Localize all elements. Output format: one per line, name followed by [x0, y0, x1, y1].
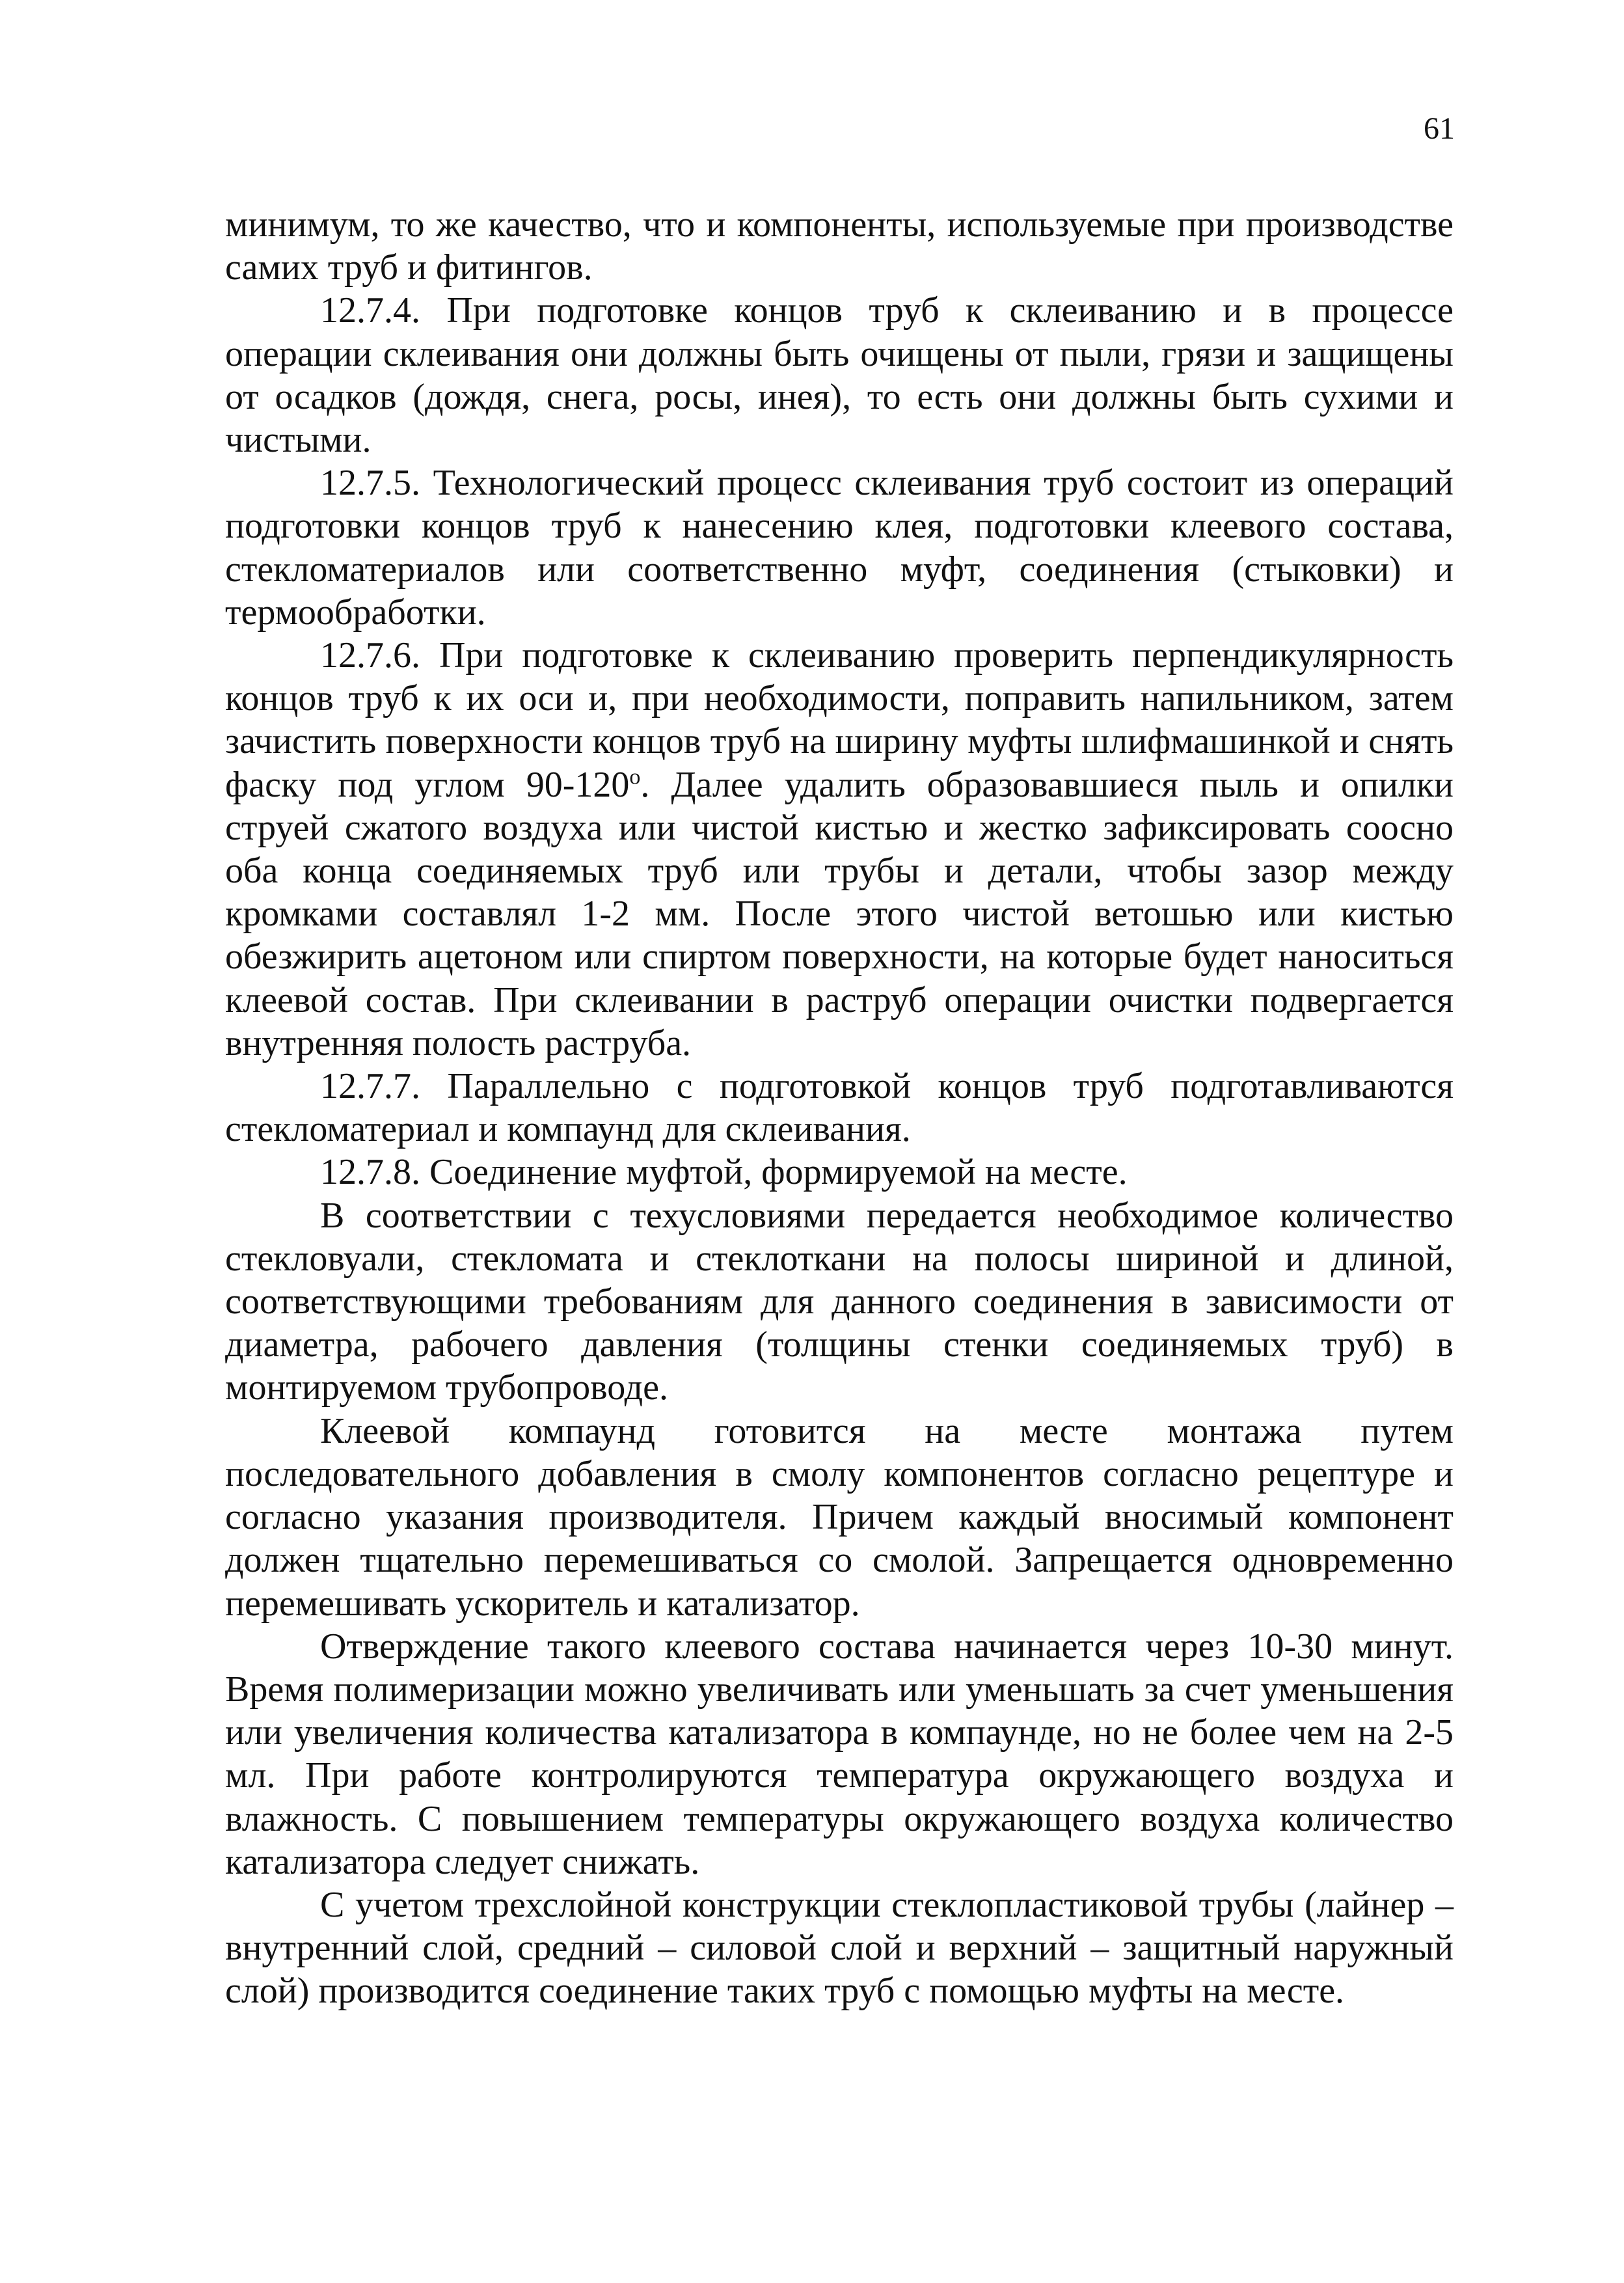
paragraph-12-7-6-text-before: 12.7.6. При подготовке к склеиванию проверить перпендикулярность концов труб к их оси и, при необходимости, поправить напильником, затем зачистить поверхности концов труб на ширину муфты шлифмашинкой и снять фаску под углом 90-120	[225, 635, 1454, 805]
degree-superscript: о	[629, 764, 641, 789]
paragraph-12-7-7: 12.7.7. Параллельно с подготовкой концов труб подготавливаются стекломатериал и компаунд для склеивания.	[225, 1066, 1454, 1150]
document-body	[225, 203, 1454, 2013]
paragraph-12-7-4: 12.7.4. При подготовке концов труб к склеиванию и в процессе операции склеивания они должны быть очищены от пыли, грязи и защищены от осадков (дождя, снега, росы, инея), то есть они должны быть сухими и чистыми.	[225, 290, 1454, 461]
paragraph-continuation: минимум, то же качество, что и компоненты, используемые при производстве самих труб и фитингов.	[225, 204, 1454, 288]
paragraph-12-7-8: 12.7.8. Соединение муфтой, формируемой на месте.	[320, 1152, 1128, 1193]
paragraph-12-7-5: 12.7.5. Технологический процесс склеивания труб состоит из операций подготовки концов труб к нанесению клея, подготовки клеевого состава, стекломатериалов или соответственно муфт, соединения (стыковки) и термообработки.	[225, 463, 1454, 633]
paragraph-curing: Отверждение такого клеевого состава начинается через 10-30 минут. Время полимеризации можно увеличивать или уменьшать за счет уменьшения или увеличения количества катализатора в компаунде, но не более чем на 2-5 мл. При работе контролируются температура окружающего воздуха и влажность. С повышением температуры окружающего воздуха количество катализатора следует снижать.	[225, 1626, 1454, 1882]
paragraph-compound: Клеевой компаунд готовится на месте монтажа путем последовательного добавления в смолу компонентов согласно рецептуре и согласно указания производителя. Причем каждый вносимый компонент должен тщательно перемешиваться со смолой. Запрещается одновременно перемешивать ускоритель и катализатор.	[225, 1410, 1454, 1624]
paragraph-three-layer: С учетом трехслойной конструкции стеклопластиковой трубы (лайнер – внутренний слой, средний – силовой слой и верхний – защитный наружный слой) производится соединение таких труб с помощью муфты на месте.	[225, 1884, 1454, 2012]
page-number: 61	[1424, 111, 1455, 146]
paragraph-12-7-6-text-after: . Далее удалить образовавшиеся пыль и опилки струей сжатого воздуха или чистой кистью и жестко зафиксировать соосно оба конца соединяемых труб или трубы и детали, чтобы зазор между кромками составлял 1-2 мм. После этого чистой ветошью или кистью обезжирить ацетоном или спиртом поверхности, на которые будет наноситься клеевой состав. При склеивании в раструб операции очистки подвергается внутренняя полость раструба.	[225, 764, 1454, 1063]
paragraph-materials: В соответствии с техусловиями передается необходимое количество стекловуали, стекломата и стеклоткани на полосы шириной и длиной, соответствующими требованиям для данного соединения в зависимости от диаметра, рабочего давления (толщины стенки соединяемых труб) в монтируемом трубопроводе.	[225, 1195, 1454, 1408]
paragraph-12-7-6	[225, 634, 1454, 1065]
